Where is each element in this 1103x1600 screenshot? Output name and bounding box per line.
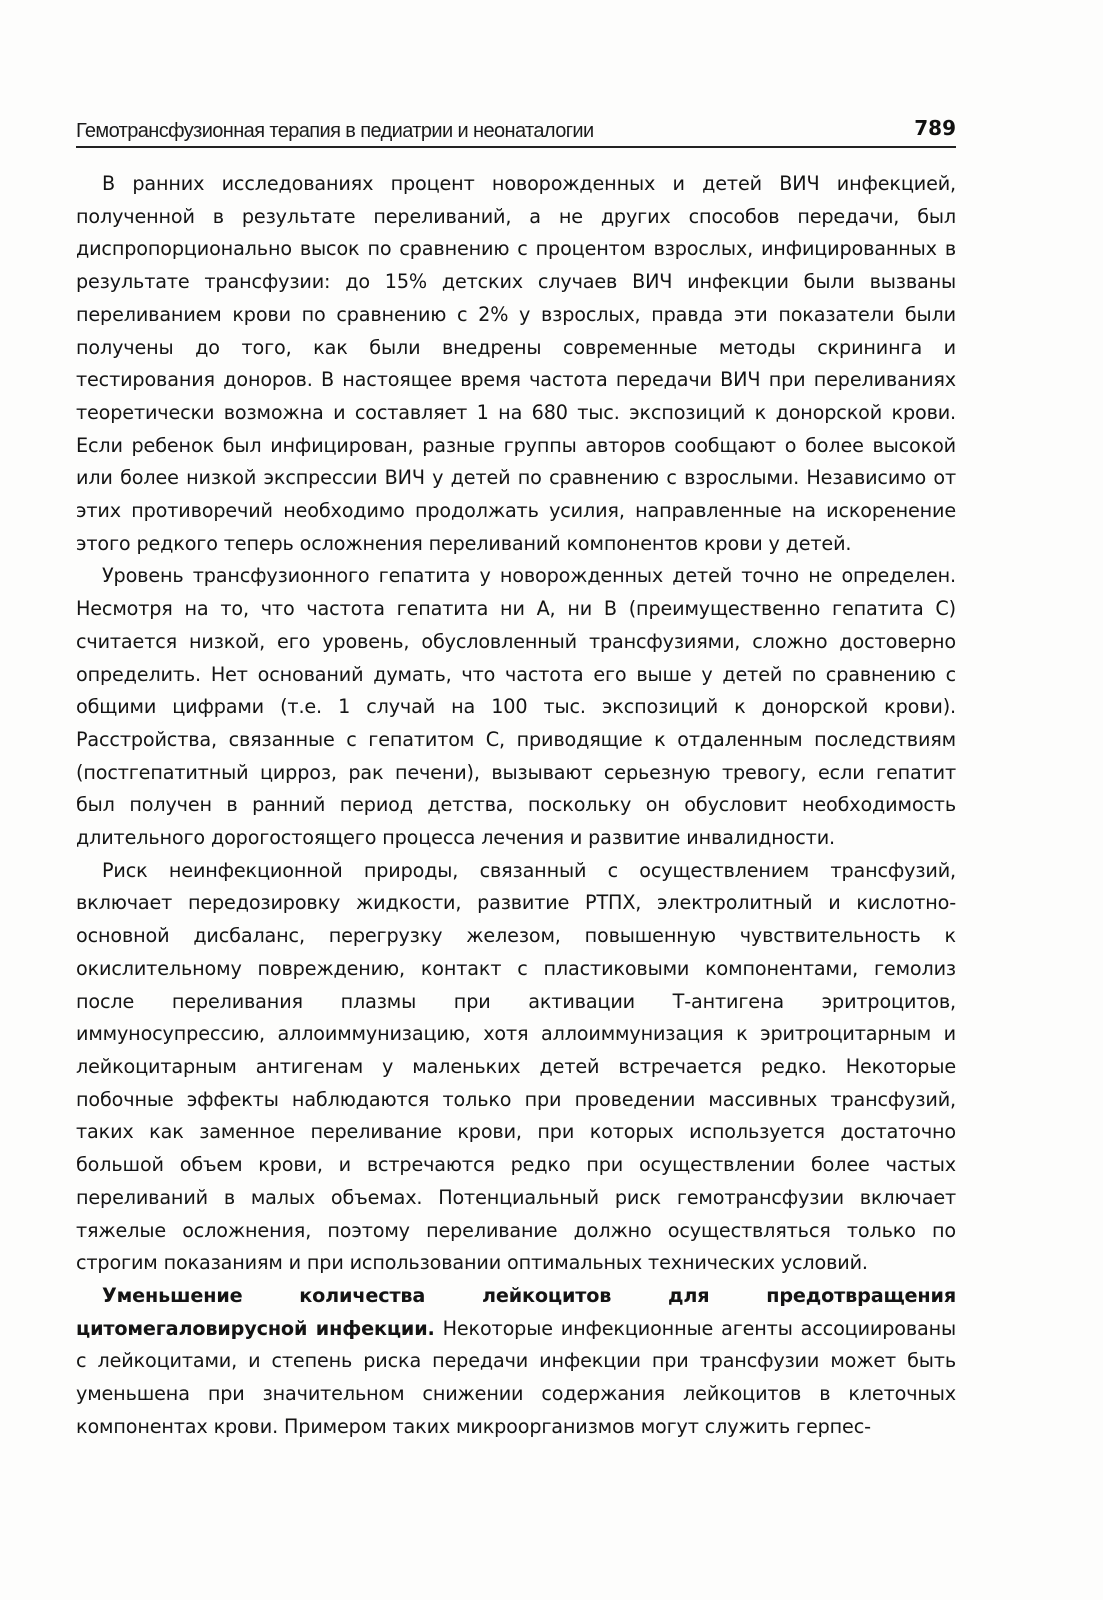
paragraph-leukoreduction-heading: Уменьшение количества лейкоцитов для предотвращения цитомегаловирусной инфекции. [76,1283,956,1340]
paragraph-leukoreduction [76,1280,956,1444]
body-text [76,168,956,1443]
paragraph-noninfectious-risk: Риск неинфекционной природы, связанный с осуществлением трансфузий, включает передозировку жидкости, развитие РТПХ, электролитный и кислотно-основной дисбаланс, перегрузку железом, повышенную чувствительность к окислительному повреждению, контакт с пластиковыми компонентами, гемолиз после переливания плазмы при активации Т-антигена эритроцитов, иммуносупрессию, аллоиммунизацию, хотя аллоиммунизация к эритроцитарным и лейкоцитарным антигенам у маленьких детей встречается редко. Некоторые побочные эффекты наблюдаются только при проведении массивных трансфузий, таких как заменное переливание крови, при которых используется достаточно большой объем крови, и встречаются редко при осуществлении более частых переливаний в малых объемах. Потенциальный риск гемотрансфузии включает тяжелые осложнения, поэтому переливание должно осуществляться только по строгим показаниям и при использовании оптимальных технических условий. [76,858,956,1275]
running-header [76,112,956,148]
running-title: Гемотрансфузионная терапия в педиатрии и неонаталогии [76,120,594,142]
page-number: 789 [914,116,956,140]
paragraph-hiv-transfusion: В ранних исследованиях процент новорожденных и детей ВИЧ инфекцией, полученной в результате переливаний, а не других способов передачи, был диспропорционально высок по сравнению с процентом взрослых, инфицированных в результате трансфузии: до 15% детских случаев ВИЧ инфекции были вызваны переливанием крови по сравнению с 2% у взрослых, правда эти показатели были получены до того, как были внедрены современные методы скрининга и тестирования доноров. В настоящее время частота передачи ВИЧ при переливаниях теоретически возможна и составляет 1 на 680 тыс. экспозиций к донорской крови. Если ребенок был инфицирован, разные группы авторов сообщают о более высокой или более низкой экспрессии ВИЧ у детей по сравнению с взрослыми. Независимо от этих противоречий необходимо продолжать усилия, направленные на искоренение этого редкого теперь осложнения переливаний компонентов крови у детей. [76,172,956,555]
paragraph-hepatitis-transfusion: Уровень трансфузионного гепатита у новорожденных детей точно не определен. Несмотря на то, что частота гепатита ни А, ни В (преимущественно гепатита С) считается низкой, его уровень, обусловленный трансфузиями, сложно достоверно определить. Нет оснований думать, что частота его выше у детей по сравнению с общими цифрами (т.е. 1 случай на 100 тыс. экспозиций к донорской крови). Расстройства, связанные с гепатитом С, приводящие к отдаленным последствиям (постгепатитный цирроз, рак печени), вызывают серьезную тревогу, если гепатит был получен в ранний период детства, поскольку он обусловит необходимость длительного дорогостоящего процесса лечения и развитие инвалидности. [76,564,956,850]
paragraph-leukoreduction-text: Некоторые инфекционные агенты ассоциированы с лейкоцитами, и степень риска передачи инфекции при трансфузии может быть уменьшена при значительном снижении содержания лейкоцитов в клеточных компонентах крови. Примером таких микроорганизмов могут служить герпес- [76,1316,956,1438]
